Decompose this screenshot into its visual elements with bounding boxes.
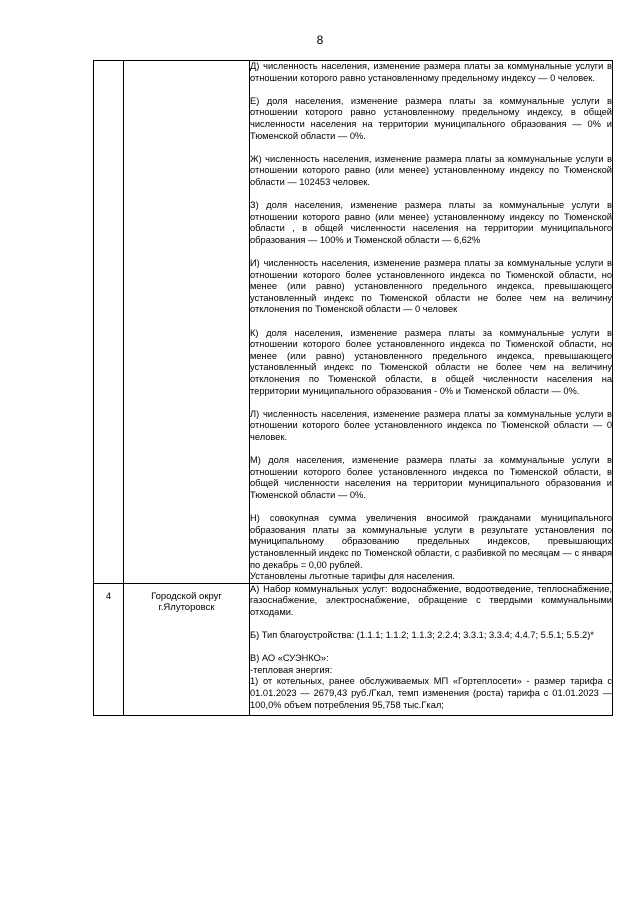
page-number: 8 bbox=[316, 33, 324, 47]
paragraph-i: И) численность населения, изменение размера платы за коммунальные услуги в отношении которого более установленного индекса по Тюменской области, но менее (или равно) установленного предельного индекса, превышающего установленный индекс по Тюменской области не более чем на величину отклонения по Тюменской области — 0 человек bbox=[250, 258, 612, 315]
paragraph-n: Н) совокупная сумма увеличения вносимой гражданами муниципального образования платы за коммунальные услуги в результате установления по муниципальному образованию предельных индексов, превышающих установленный индекс по Тюменской области, с разбивкой по месяцам — с января по декабрь = 0,00 рублей. bbox=[250, 513, 612, 570]
paragraph-v-subtitle: -тепловая энергия: bbox=[250, 664, 333, 675]
table-row bbox=[94, 583, 613, 716]
row-number-cell bbox=[94, 61, 124, 584]
paragraph-m: М) доля населения, изменение размера платы за коммунальные услуги в отношении которого более установленного индекса по Тюменской области, в общей численности населения на территории муниципального образования и Тюменской области — 0%. bbox=[250, 455, 612, 500]
row-number-cell: 4 bbox=[94, 583, 124, 716]
municipality-cell bbox=[124, 583, 250, 716]
municipality-name-line2: г.Ялуторовск bbox=[158, 602, 215, 614]
paragraph-e: Е) доля населения, изменение размера платы за коммунальные услуги в отношении которого равно установленному предельному индексу, в общей численности населения на территории муниципального образования — 0% и Тюменской области — 0%. bbox=[250, 95, 612, 141]
description-cell bbox=[250, 583, 613, 716]
closing-note: Установлены льготные тарифы для населения. bbox=[250, 571, 455, 582]
municipality-cell bbox=[124, 61, 250, 584]
municipal-tariff-table bbox=[93, 60, 613, 716]
paragraph-zh: Ж) численность населения, изменение размера платы за коммунальные услуги в отношении которого равно (или менее) установленному индексу по Тюменской области — 102453 человек. bbox=[250, 153, 612, 187]
description-cell bbox=[250, 61, 613, 584]
table-row bbox=[94, 61, 613, 584]
paragraph-b: Б) Тип благоустройства: (1.1.1; 1.1.2; 1.1.3; 2.2.4; 3.3.1; 3.3.4; 4.4.7; 5.5.1; 5.5.2)* bbox=[250, 630, 594, 641]
paragraph-d: Д) численность населения, изменение размера платы за коммунальные услуги в отношении которого равно установленному предельному индексу — 0 человек. bbox=[250, 61, 612, 83]
paragraph-l: Л) численность населения, изменение размера платы за коммунальные услуги в отношении которого более установленного индекса по Тюменской области — 0 человек. bbox=[250, 408, 612, 442]
paragraph-a: А) Набор коммунальных услуг: водоснабжение, водоотведение, теплоснабжение, газоснабжение, электроснабжение, обращение с твердыми коммунальными отходами. bbox=[250, 583, 612, 617]
paragraph-v-title: В) АО «СУЭНКО»: bbox=[250, 653, 329, 664]
paragraph-v-item: 1) от котельных, ранее обслуживаемых МП «Гортеплосети» - размер тарифа с 01.01.2023 — 2679,43 руб./Гкал, темп изменения (роста) тарифа с 01.01.2023 — 100,0% объем потребления 95,758 тыс.Гкал; bbox=[250, 676, 612, 710]
paragraph-k: К) доля населения, изменение размера платы за коммунальные услуги в отношении которого более установленного индекса по Тюменской области, но менее (или равно) установленного предельного индекса, превышающего установленный индекс по Тюменской области не более чем на величину отклонения по Тюменской области, в общей численности населения на территории муниципального образования - 0% и Тюменской области — 0%. bbox=[250, 327, 612, 396]
paragraph-z: З) доля населения, изменение размера платы за коммунальные услуги в отношении которого равно (или менее) установленному индексу по Тюменской области , в общей численности населения на территории муниципального образования — 100% и Тюменской области — 6,62% bbox=[250, 200, 612, 245]
municipality-name-line1: Городской округ bbox=[151, 590, 222, 602]
